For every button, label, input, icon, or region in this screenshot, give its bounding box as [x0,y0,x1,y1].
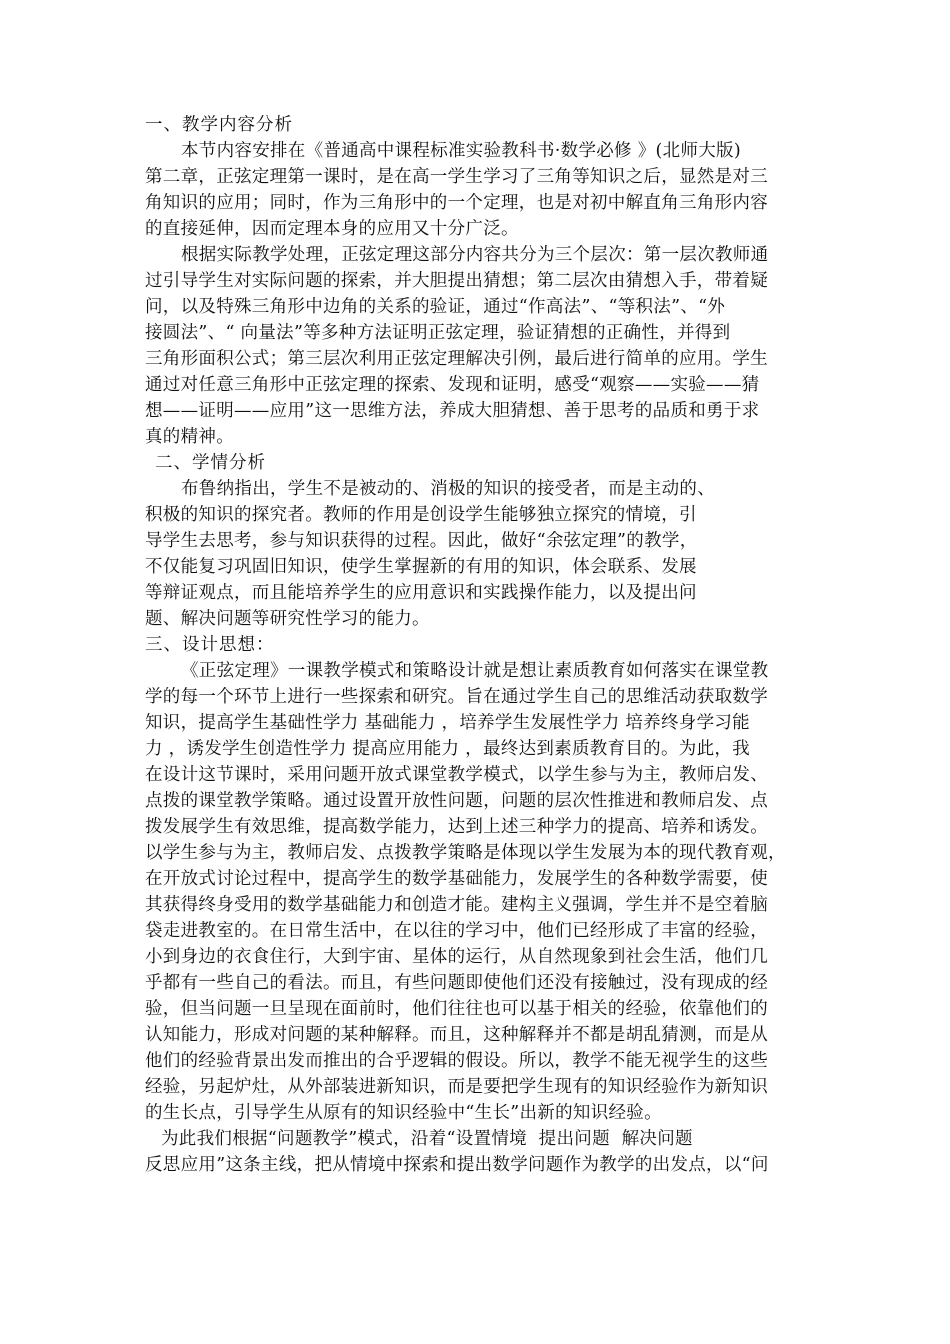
paragraph-line: 积极的知识的探究者。教师的作用是创设学生能够独立探究的情境，引 [145,505,697,525]
paragraph-line: 本节内容安排在《普通高中课程标准实验教科书·数学必修 》(北师大版) [181,141,741,161]
paragraph-line: 的直接延伸，因而定理本身的应用又十分广泛。 [145,219,519,239]
paragraph-line: 验，但当问题一旦呈现在面前时，他们往往也可以基于相关的经验，依靠他们的 [145,999,768,1019]
paragraph-line: 接圆法”、“ 向量法”等多种方法证明正弦定理，验证猜想的正确性，并得到 [145,323,731,343]
paragraph-line: 袋走进教室的。在日常生活中，在以往的学习中，他们已经形成了丰富的经验， [145,921,768,941]
paragraph-line: 过引导学生对实际问题的探索，并大胆提出猜想；第二层次由猜想入手，带着疑 [145,271,768,291]
paragraph-line: 乎都有一些自己的看法。而且，有些问题即使他们还没有接触过，没有现成的经 [145,973,768,993]
section-heading: 二、学情分析 [155,453,266,473]
paragraph-line: 第二章，正弦定理第一课时，是在高一学生学习了三角等知识之后，显然是对三 [145,167,768,187]
paragraph-line: 布鲁纳指出，学生不是被动的、消极的知识的接受者，而是主动的、 [181,479,715,499]
paragraph-line: 《正弦定理》一课教学模式和策略设计就是想让素质教育如何落实在课堂教 [181,661,769,681]
section-heading: 一、教学内容分析 [145,115,293,135]
paragraph-line: 小到身边的衣食住行，大到宇宙、星体的运行，从自然现象到社会生活，他们几 [145,947,768,967]
paragraph-line: 其获得终身受用的数学基础能力和创造才能。建构主义强调，学生并不是空着脑 [145,895,768,915]
paragraph-line: 经验，另起炉灶，从外部装进新知识，而是要把学生现有的知识经验作为新知识 [145,1077,768,1097]
paragraph-line: 点拨的课堂教学策略。通过设置开放性问题，问题的层次性推进和教师启发、点 [145,791,768,811]
paragraph-line: 以学生参与为主，教师启发、点拨教学策略是体现以学生发展为本的现代教育观， [145,843,786,863]
paragraph-line: 学的每一个环节上进行一些探索和研究。旨在通过学生自己的思维活动获取数学 [145,687,768,707]
paragraph-line: 通过对任意三角形中正弦定理的探索、发现和证明，感受“观察——实验——猜 [145,375,760,395]
document-page [145,112,810,1178]
paragraph-line: 的生长点，引导学生从原有的知识经验中“生长”出新的知识经验。 [145,1103,662,1123]
paragraph-line: 角知识的应用；同时，作为三角形中的一个定理，也是对初中解直角三角形内容 [145,193,768,213]
paragraph-line: 等辩证观点，而且能培养学生的应用意识和实践操作能力，以及提出问 [145,583,697,603]
paragraph-line: 导学生去思考，参与知识获得的过程。因此，做好“余弦定理”的教学， [145,531,698,551]
paragraph-line: 反思应用”这条主线，把从情境中探索和提出数学问题作为教学的出发点，以“问 [145,1155,769,1175]
paragraph-line: 问，以及特殊三角形中边角的关系的验证，通过“作高法”、“等积法”、“外 [145,297,726,317]
paragraph-line: 力 ，诱发学生创造性学力 提高应用能力 ，最终达到素质教育目的。为此，我 [145,739,750,759]
paragraph-line: 为此我们根据“问题教学”模式，沿着“设置情境 提出问题 解决问题 [161,1129,693,1149]
paragraph-line: 在开放式讨论过程中，提高学生的数学基础能力，发展学生的各种数学需要，使 [145,869,768,889]
paragraph-line: 三角形面积公式；第三层次利用正弦定理解决引例，最后进行简单的应用。学生 [145,349,768,369]
paragraph-line: 不仅能复习巩固旧知识，使学生掌握新的有用的知识，体会联系、发展 [145,557,697,577]
paragraph-line: 他们的经验背景出发而推出的合乎逻辑的假设。所以，教学不能无视学生的这些 [145,1051,768,1071]
paragraph-line: 认知能力，形成对问题的某种解释。而且，这种解释并不都是胡乱猜测，而是从 [145,1025,768,1045]
section-heading: 三、设计思想： [145,635,275,655]
paragraph-line: 题、解决问题等研究性学习的能力。 [145,609,430,629]
paragraph-line: 在设计这节课时，采用问题开放式课堂教学模式，以学生参与为主，教师启发、 [145,765,768,785]
paragraph-line: 根据实际教学处理，正弦定理这部分内容共分为三个层次：第一层次教师通 [181,245,769,265]
paragraph-line: 拨发展学生有效思维，提高数学能力，达到上述三种学力的提高、培养和诱发。 [145,817,768,837]
paragraph-line: 知识，提高学生基础性学力 基础能力 ，培养学生发展性学力 培养终身学习能 [145,713,750,733]
paragraph-line: 想——证明——应用”这一思维方法，养成大胆猜想、善于思考的品质和勇于求 [145,401,760,421]
paragraph-line: 真的精神。 [145,427,234,447]
